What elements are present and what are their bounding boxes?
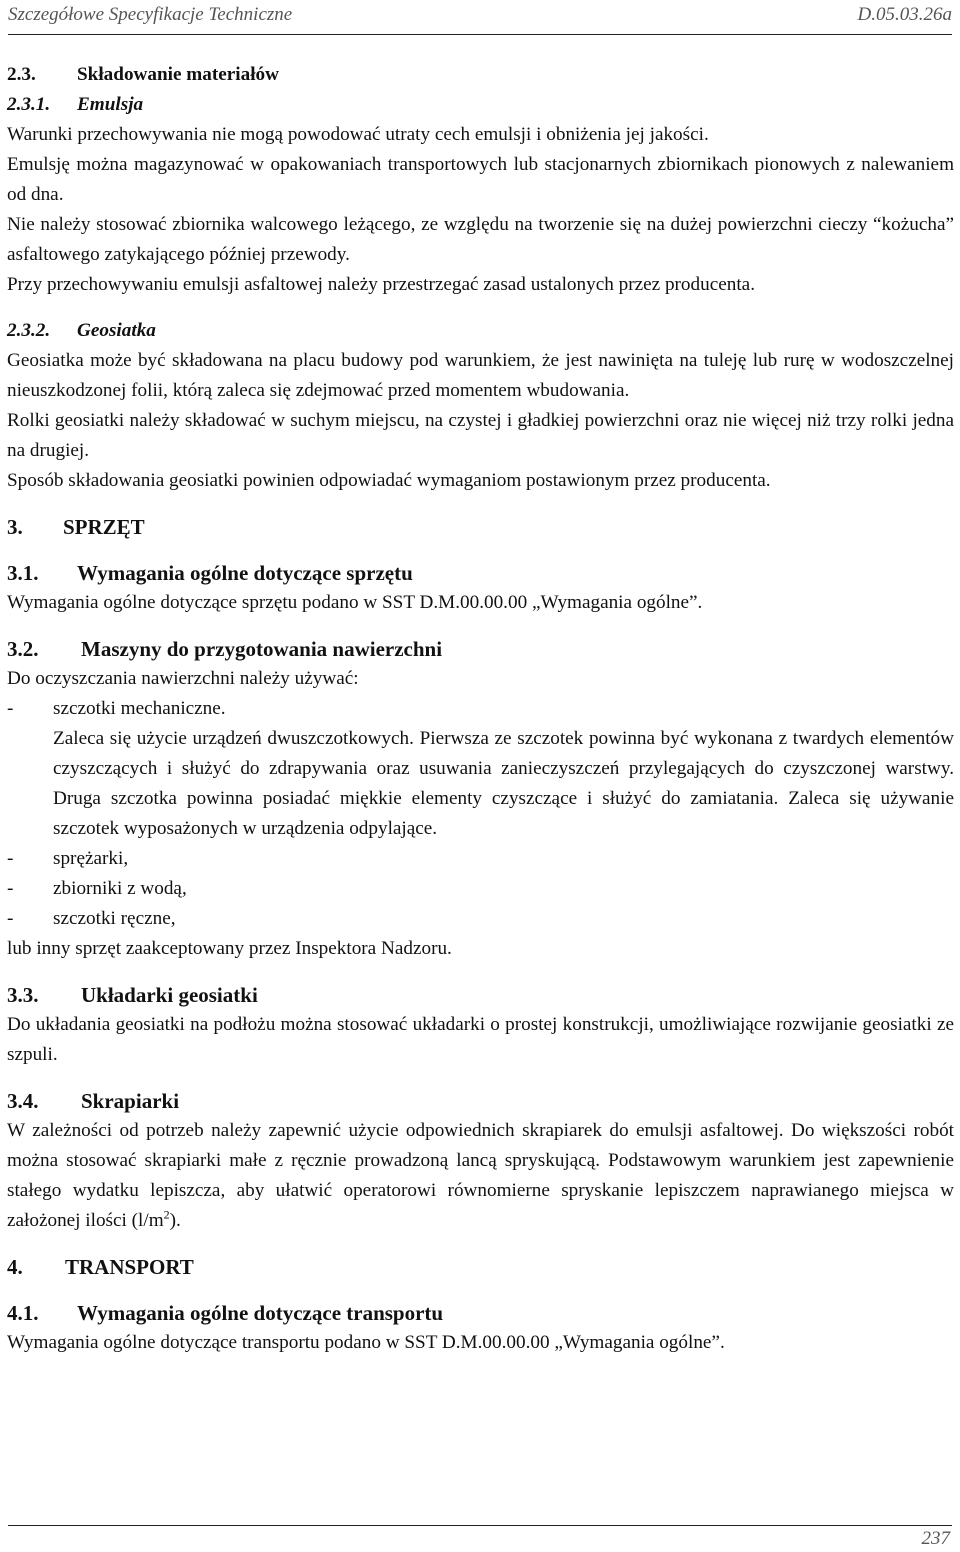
document-body: [7, 60, 954, 1358]
heading-3: [7, 512, 954, 542]
heading-2-3-1: [7, 90, 954, 120]
heading-title: TRANSPORT: [65, 1255, 194, 1279]
heading-title: Emulsja: [77, 94, 144, 115]
heading-2-3-2: [7, 316, 954, 346]
paragraph: Geosiatka może być składowana na placu budowy pod warunkiem, że jest nawinięta na tuleję lub rurę w wodoszczelnej nieuszkodzonej folii, którą zaleca się zdejmować przed momentem wbudowania.: [7, 350, 954, 401]
paragraph: Przy przechowywaniu emulsji asfaltowej należy przestrzegać zasad ustalonych przez producenta.: [7, 274, 755, 295]
heading-number: 3.2.: [7, 637, 39, 661]
paragraph: [7, 1116, 954, 1236]
heading-number: 3.1.: [7, 561, 39, 585]
list-dash: -: [7, 908, 14, 929]
list-item: [7, 904, 954, 934]
header-code: D.05.03.26a: [857, 4, 952, 25]
list-item-text: sprężarki,: [53, 848, 129, 869]
heading-4-1: [7, 1298, 954, 1328]
heading-3-3: [7, 980, 954, 1010]
page-number: 237: [921, 1528, 950, 1549]
page-header: [8, 0, 952, 35]
list-item-text: zbiorniki z wodą,: [53, 878, 187, 899]
paragraph-text-end: ).: [169, 1210, 181, 1231]
list-dash: -: [7, 878, 14, 899]
heading-title: Maszyny do przygotowania nawierzchni: [81, 637, 443, 661]
superscript: 2: [163, 1207, 170, 1222]
footer-rule: [8, 1525, 952, 1526]
heading-number: 2.3.2.: [7, 320, 51, 341]
heading-3-4: [7, 1086, 954, 1116]
paragraph: Rolki geosiatki należy składować w suchym miejscu, na czystej i gładkiej powierzchni oraz nie więcej niż trzy rolki jedna na drugiej.: [7, 410, 954, 461]
heading-number: 3.3.: [7, 983, 39, 1007]
heading-title: SPRZĘT: [63, 515, 145, 539]
list-item: [7, 694, 954, 724]
heading-title: Wymagania ogólne dotyczące sprzętu: [77, 561, 413, 585]
list-item: [7, 874, 954, 904]
heading-title: Układarki geosiatki: [81, 983, 258, 1007]
list-item-note: Zaleca się użycie urządzeń dwuszczotkowych. Pierwsza ze szczotek powinna być wykonana z twardych elementów czyszczących i służyć do zdrapywania oraz usuwania zanieczyszczeń przylegających do czyszczonej warstwy. Druga szczotka powinna posiadać miękkie elementy czyszczące i służyć do zamiatania. Zaleca się używanie szczotek wyposażonych w urządzenia odpylające.: [53, 728, 954, 839]
heading-title: Geosiatka: [77, 320, 156, 341]
header-title: Szczegółowe Specyfikacje Techniczne: [8, 4, 293, 25]
paragraph: lub inny sprzęt zaakceptowany przez Inspektora Nadzoru.: [7, 938, 452, 959]
heading-title: Składowanie materiałów: [77, 64, 280, 85]
heading-number: 4.: [7, 1255, 23, 1279]
heading-2-3: [7, 60, 954, 90]
heading-title: Wymagania ogólne dotyczące transportu: [77, 1301, 444, 1325]
heading-number: 3.4.: [7, 1089, 39, 1113]
list-item: [7, 844, 954, 874]
list-item-text: szczotki mechaniczne.: [53, 698, 226, 719]
paragraph: Nie należy stosować zbiornika walcowego leżącego, ze względu na tworzenie się na dużej powierzchni cieczy “kożucha” asfaltowego zatykającego później przewody.: [7, 214, 954, 265]
paragraph: Do oczyszczania nawierzchni należy używać:: [7, 668, 359, 689]
paragraph: Wymagania ogólne dotyczące sprzętu podano w SST D.M.00.00.00 „Wymagania ogólne”.: [7, 592, 703, 613]
heading-3-1: [7, 558, 954, 588]
heading-number: 2.3.1.: [7, 94, 51, 115]
heading-3-2: [7, 634, 954, 664]
heading-number: 2.3.: [7, 64, 36, 85]
paragraph: Sposób składowania geosiatki powinien odpowiadać wymaganiom postawionym przez producenta.: [7, 470, 771, 491]
paragraph: Wymagania ogólne dotyczące transportu podano w SST D.M.00.00.00 „Wymagania ogólne”.: [7, 1332, 725, 1353]
heading-number: 3.: [7, 515, 23, 539]
paragraph: Warunki przechowywania nie mogą powodować utraty cech emulsji i obniżenia jej jakości.: [7, 124, 709, 145]
list-dash: -: [7, 698, 14, 719]
heading-4: [7, 1252, 954, 1282]
heading-number: 4.1.: [7, 1301, 39, 1325]
paragraph: Do układania geosiatki na podłożu można stosować układarki o prostej konstrukcji, umożliwiające rozwijanie geosiatki ze szpuli.: [7, 1014, 954, 1065]
list-dash: -: [7, 848, 14, 869]
heading-title: Skrapiarki: [81, 1089, 180, 1113]
paragraph: Emulsję można magazynować w opakowaniach transportowych lub stacjonarnych zbiornikach pionowych z nalewaniem od dna.: [7, 154, 954, 205]
paragraph-text: W zależności od potrzeb należy zapewnić użycie odpowiednich skrapiarek do emulsji asfaltowej. Do większości robót można stosować skrapiarki małe z ręcznie prowadzoną lancą spryskującą. Podstawowym warunkiem jest zapewnienie stałego wydatku lepiszcza, aby ułatwić operatorowi równomierne spryskanie lepiszczem naprawianego miejsca w założonej ilości (l/m: [7, 1120, 954, 1231]
list-item-text: szczotki ręczne,: [53, 908, 176, 929]
